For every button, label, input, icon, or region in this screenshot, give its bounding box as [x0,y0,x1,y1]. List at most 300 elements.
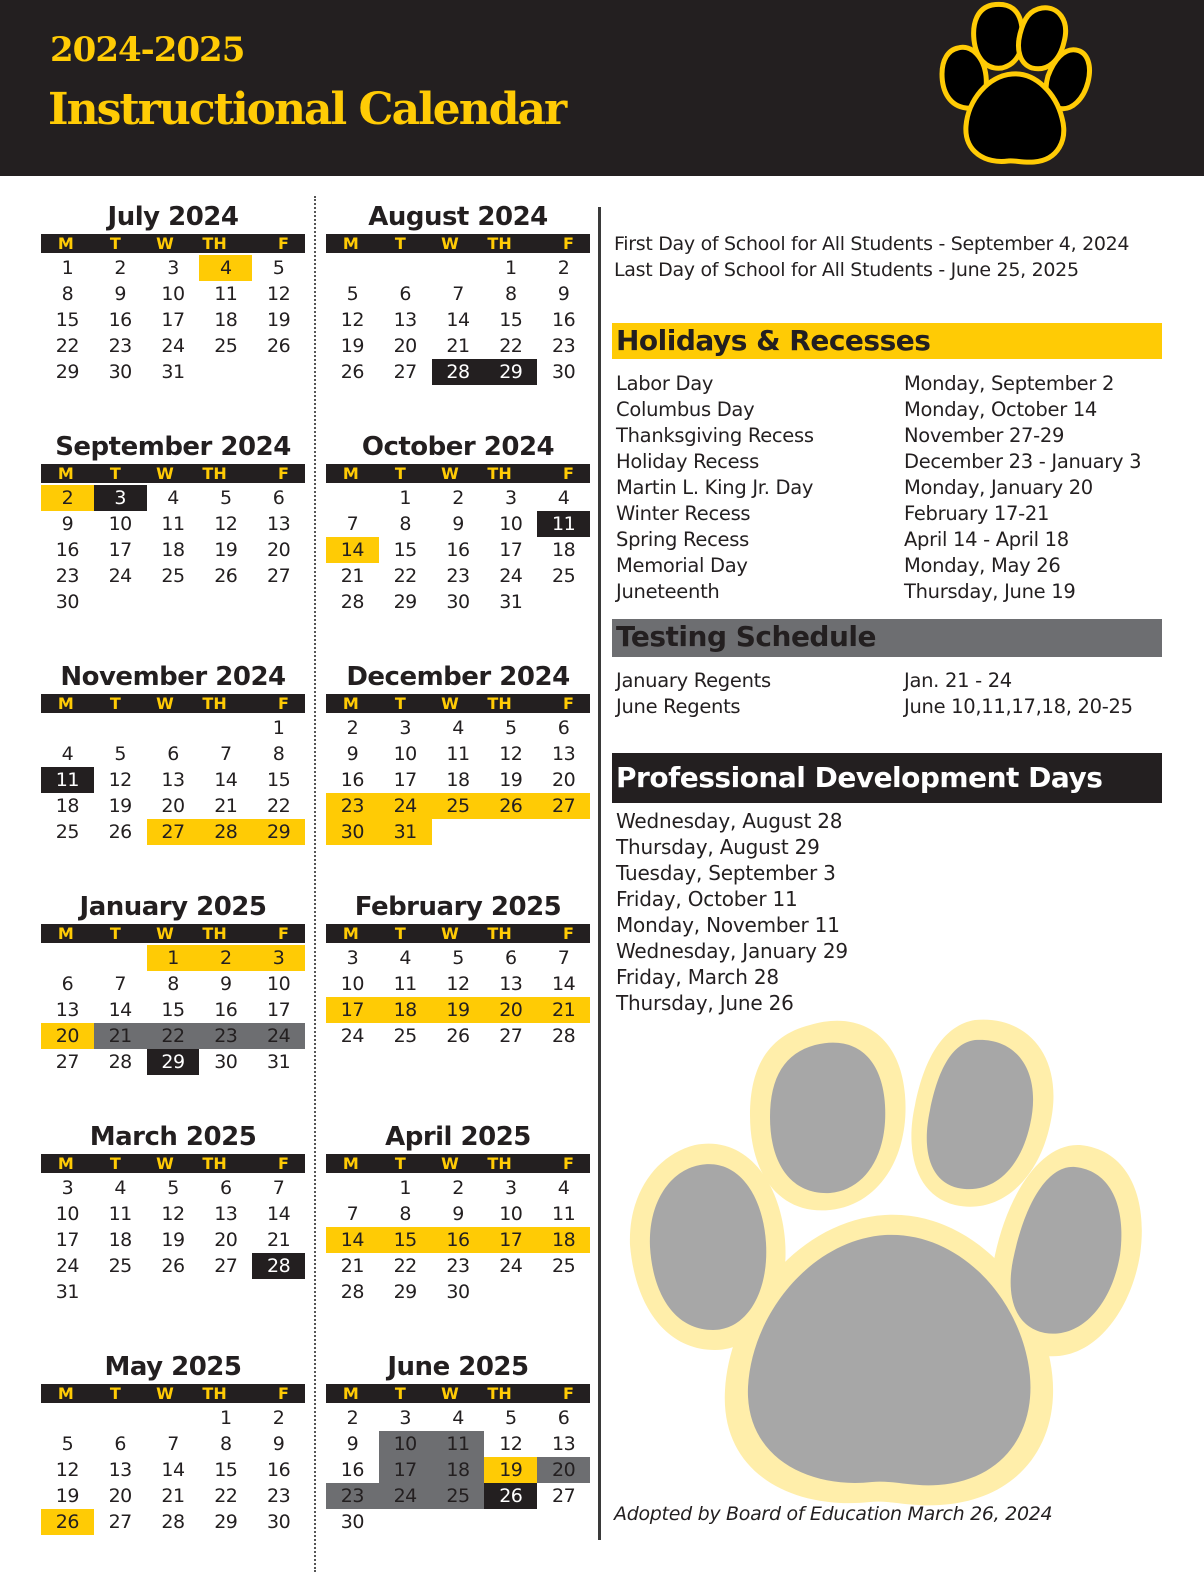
calendar-day: 19 [161,1229,185,1251]
calendar-day: 12 [161,1203,185,1225]
empty-day [147,1405,200,1431]
calendar-day: 17 [393,769,417,791]
month-june-2025 [326,1350,590,1535]
calendar-day: 4 [452,1407,464,1429]
calendar-day: 9 [114,283,126,305]
day-grid [326,1405,590,1535]
pd-day: Thursday, August 29 [616,835,820,859]
empty-day [41,715,94,741]
calendar-day: 8 [272,743,285,765]
calendar-day: 18 [446,769,470,791]
holiday-date: Thursday, June 19 [904,580,1076,603]
month-august-2024 [326,200,590,385]
calendar-day: 9 [557,283,570,305]
dow-label: T [109,694,121,713]
calendar-day: 21 [214,795,238,817]
testing-row [616,668,1133,694]
holiday-name: Labor Day [616,372,714,395]
calendar-day: 19 [55,1485,79,1507]
testing-heading: Testing Schedule [612,619,1162,657]
calendar-day: 28 [551,1025,576,1047]
paw-watermark-icon [620,1005,1150,1510]
calendar-day: 21 [266,1229,291,1251]
day-grid [326,1175,590,1305]
calendar-day: 2 [114,257,126,279]
dow-label: W [441,694,459,713]
dow-label: W [156,1154,174,1173]
test-name: June Regents [616,695,741,718]
calendar-day: 25 [432,1483,485,1509]
calendar-day: 17 [161,309,185,331]
calendar-day: 10 [499,1203,523,1225]
calendar-day: 8 [61,283,74,305]
calendar-day: 2 [199,945,252,971]
calendar-day: 29 [147,1049,200,1075]
weekday-header [41,1384,305,1403]
dow-label: TH [202,234,227,253]
month-october-2024 [326,430,590,615]
calendar-day: 7 [114,973,126,995]
holiday-date: Monday, October 14 [904,398,1098,421]
calendar-day: 4 [114,1177,126,1199]
calendar-day: 6 [61,973,74,995]
calendar-day: 23 [446,565,470,587]
dow-label: T [109,464,121,483]
calendar-day: 30 [446,591,470,613]
calendar-day: 28 [340,1281,364,1303]
empty-day [199,715,252,741]
calendar-day: 23 [326,1483,379,1509]
month-november-2024 [41,660,305,845]
calendar-day: 14 [108,999,132,1021]
calendar-day: 13 [551,743,576,765]
calendar-day: 15 [214,1459,238,1481]
dow-label: M [342,1384,359,1403]
dow-label: W [156,1384,174,1403]
empty-day [41,945,94,971]
calendar-day: 18 [379,997,432,1023]
calendar-day: 29 [252,819,305,845]
calendar-day: 18 [108,1229,132,1251]
calendar-day: 4 [199,255,252,281]
dow-label: TH [202,464,227,483]
calendar-day: 11 [214,283,238,305]
test-date: Jan. 21 - 24 [904,669,1012,692]
dow-label: F [278,1384,289,1403]
calendar-day: 25 [55,821,79,843]
calendar-day: 26 [214,565,238,587]
calendar-day: 6 [557,717,570,739]
calendar-day: 10 [161,283,185,305]
calendar-day: 5 [504,717,517,739]
calendar-day: 10 [379,1431,432,1457]
dow-label: TH [202,1154,227,1173]
calendar-day: 5 [452,947,464,969]
dow-label: M [57,464,74,483]
calendar-day: 5 [346,283,359,305]
calendar-day: 29 [393,591,417,613]
weekday-header [326,234,590,253]
calendar-day: 9 [61,513,74,535]
day-grid [326,255,590,385]
calendar-day: 10 [55,1203,79,1225]
calendar-day: 22 [214,1485,238,1507]
empty-day [432,255,485,281]
dow-label: M [342,924,359,943]
day-grid [41,1175,305,1305]
pd-day: Tuesday, September 3 [616,861,836,885]
day-grid [41,715,305,845]
calendar-day: 4 [61,743,74,765]
calendar-day: 26 [340,361,364,383]
calendar-day: 18 [537,1227,590,1253]
day-grid [41,945,305,1075]
dow-label: T [394,464,406,483]
dow-label: T [394,924,406,943]
calendar-day: 3 [61,1177,74,1199]
adopted-note: Adopted by Board of Education March 26, 2024 [614,1503,1053,1525]
calendar-day: 6 [272,487,285,509]
month-title: December 2024 [346,662,570,692]
dow-label: M [57,694,74,713]
calendar-day: 24 [499,565,523,587]
holidays-table [616,371,1141,605]
calendar-day: 24 [108,565,132,587]
calendar-day: 7 [167,1433,179,1455]
pd-day: Thursday, June 26 [616,991,794,1015]
calendar-day: 18 [161,539,185,561]
empty-day [326,255,379,281]
calendar-day: 17 [379,1457,432,1483]
calendar-day: 5 [272,257,285,279]
dow-label: TH [487,464,512,483]
dow-label: F [278,234,289,253]
calendar-day: 11 [537,511,590,537]
calendar-day: 5 [167,1177,179,1199]
holiday-name: Columbus Day [616,398,755,421]
dow-label: F [563,924,574,943]
calendar-day: 29 [484,359,537,385]
calendar-day: 21 [446,335,470,357]
calendar-day: 17 [499,539,523,561]
calendar-day: 22 [266,795,291,817]
dow-label: W [156,464,174,483]
month-title: January 2025 [79,892,267,922]
calendar-day: 9 [219,973,232,995]
calendar-day: 5 [114,743,126,765]
calendar-day: 14 [326,537,379,563]
dow-label: F [278,1154,289,1173]
dow-label: F [278,924,289,943]
empty-day [326,1175,379,1201]
day-grid [41,1405,305,1535]
empty-day [94,715,147,741]
calendar-day: 30 [108,361,132,383]
calendar-day: 31 [499,591,523,613]
dow-label: F [563,234,574,253]
weekday-header [41,234,305,253]
calendar-day: 17 [108,539,132,561]
column-divider-solid [598,207,601,1540]
dow-label: M [57,1384,74,1403]
calendar-day: 13 [266,513,291,535]
calendar-day: 22 [499,335,523,357]
calendar-day: 2 [452,487,464,509]
column-divider-dotted [314,196,316,1572]
month-december-2024 [326,660,590,845]
calendar-day: 4 [167,487,179,509]
calendar-day: 13 [161,769,185,791]
calendar-day: 30 [340,1511,364,1533]
calendar-day: 28 [340,591,364,613]
month-september-2024 [41,430,305,615]
holiday-date: Monday, May 26 [904,554,1061,577]
dow-label: M [57,234,74,253]
test-name: January Regents [616,669,771,692]
empty-day [94,945,147,971]
calendar-day: 12 [214,513,238,535]
calendar-day: 22 [393,565,417,587]
calendar-day: 27 [537,793,590,819]
calendar-day: 31 [55,1281,79,1303]
calendar-day: 16 [340,1459,364,1481]
calendar-day: 26 [484,793,537,819]
calendar-day: 6 [557,1407,570,1429]
dow-label: TH [202,924,227,943]
calendar-day: 20 [161,795,185,817]
weekday-header [41,464,305,483]
weekday-header [41,1154,305,1173]
calendar-day: 18 [55,795,79,817]
calendar-day: 19 [108,795,132,817]
holiday-name: Juneteenth [616,580,720,603]
calendar-day: 6 [504,947,517,969]
calendar-day: 16 [55,539,79,561]
calendar-day: 25 [393,1025,417,1047]
calendar-day: 3 [399,1407,411,1429]
dow-label: TH [487,924,512,943]
calendar-day: 25 [432,793,485,819]
calendar-day: 10 [266,973,291,995]
calendar-day: 15 [393,539,417,561]
month-title: June 2025 [387,1352,529,1382]
calendar-day: 14 [214,769,238,791]
holiday-row [616,501,1141,527]
empty-day [326,485,379,511]
dow-label: TH [202,1384,227,1403]
calendar-day: 10 [340,973,364,995]
month-title: May 2025 [104,1352,242,1382]
calendar-day: 15 [161,999,185,1021]
month-may-2025 [41,1350,305,1535]
calendar-day: 12 [108,769,132,791]
calendar-day: 15 [55,309,79,331]
calendar-day: 20 [41,1023,94,1049]
calendar-day: 20 [214,1229,238,1251]
calendar-day: 28 [252,1253,305,1279]
month-title: July 2024 [107,202,239,232]
calendar-day: 27 [499,1025,523,1047]
pd-day: Friday, March 28 [616,965,779,989]
empty-day [41,1405,94,1431]
calendar-day: 19 [432,997,485,1023]
calendar-day: 9 [272,1433,285,1455]
calendar-day: 9 [346,1433,359,1455]
calendar-day: 24 [161,335,185,357]
calendar-day: 30 [326,819,379,845]
dow-label: W [156,694,174,713]
holiday-date: December 23 - January 3 [904,450,1142,473]
weekday-header [326,924,590,943]
calendar-day: 20 [393,335,417,357]
calendar-day: 30 [446,1281,470,1303]
holiday-name: Spring Recess [616,528,749,551]
calendar-day: 11 [108,1203,132,1225]
calendar-day: 12 [55,1459,79,1481]
calendar-day: 2 [272,1407,285,1429]
month-title: September 2024 [55,432,291,462]
calendar-day: 6 [114,1433,126,1455]
calendar-day: 16 [340,769,364,791]
dow-label: M [342,464,359,483]
calendar-day: 8 [167,973,179,995]
calendar-day: 4 [399,947,411,969]
calendar-day: 1 [272,717,285,739]
dow-label: T [109,234,121,253]
calendar-day: 13 [214,1203,238,1225]
holiday-row [616,475,1141,501]
dow-label: T [109,1384,121,1403]
dow-label: W [441,1384,459,1403]
calendar-day: 1 [399,487,411,509]
holiday-row [616,397,1141,423]
calendar-day: 11 [41,767,94,793]
calendar-day: 17 [55,1229,79,1251]
holiday-name: Thanksgiving Recess [616,424,814,447]
dow-label: W [441,234,459,253]
calendar-day: 22 [55,335,79,357]
calendar-day: 7 [346,513,359,535]
dow-label: F [563,694,574,713]
calendar-day: 23 [55,565,79,587]
calendar-day: 14 [266,1203,291,1225]
dow-label: M [342,694,359,713]
calendar-day: 24 [499,1255,523,1277]
calendar-day: 10 [108,513,132,535]
empty-day [94,1405,147,1431]
calendar-day: 13 [55,999,79,1021]
calendar-day: 21 [340,565,364,587]
dow-label: T [394,694,406,713]
calendar-day: 6 [219,1177,232,1199]
calendar-day: 5 [219,487,232,509]
calendar-day: 2 [346,1407,359,1429]
calendar-day: 27 [266,565,291,587]
calendar-day: 20 [537,1457,590,1483]
calendar-day: 3 [504,1177,517,1199]
calendar-day: 14 [326,1227,379,1253]
calendar-day: 19 [214,539,238,561]
dow-label: W [156,234,174,253]
calendar-day: 19 [340,335,364,357]
calendar-day: 14 [551,973,576,995]
calendar-day: 26 [108,821,132,843]
empty-day [379,255,432,281]
dow-label: F [563,1384,574,1403]
dow-label: M [57,924,74,943]
calendar-day: 14 [161,1459,185,1481]
calendar-day: 11 [161,513,185,535]
dow-label: T [394,1154,406,1173]
calendar-day: 27 [551,1485,576,1507]
calendar-day: 6 [399,283,411,305]
calendar-day: 28 [161,1511,185,1533]
calendar-day: 3 [252,945,305,971]
calendar-day: 18 [432,1457,485,1483]
dow-label: TH [202,694,227,713]
calendar-day: 13 [393,309,417,331]
month-title: October 2024 [361,432,555,462]
calendar-day: 31 [379,819,432,845]
calendar-day: 1 [219,1407,232,1429]
calendar-day: 26 [446,1025,470,1047]
holiday-row [616,579,1141,605]
last-day-note: Last Day of School for All Students - June 25, 2025 [614,259,1079,281]
calendar-day: 17 [326,997,379,1023]
calendar-day: 27 [393,361,417,383]
calendar-day: 7 [272,1177,285,1199]
calendar-day: 2 [452,1177,464,1199]
calendar-day: 16 [446,539,470,561]
calendar-day: 7 [219,743,232,765]
weekday-header [41,694,305,713]
month-april-2025 [326,1120,590,1305]
calendar-day: 18 [551,539,576,561]
dow-label: TH [487,1384,512,1403]
holiday-date: Monday, September 2 [904,372,1115,395]
dow-label: M [342,234,359,253]
calendar-day: 30 [551,361,576,383]
calendar-day: 22 [147,1023,200,1049]
weekday-header [326,1154,590,1173]
dow-label: TH [487,694,512,713]
dow-label: W [441,464,459,483]
calendar-day: 19 [484,1457,537,1483]
calendar-day: 27 [108,1511,132,1533]
pd-day: Wednesday, January 29 [616,939,848,963]
holiday-name: Memorial Day [616,554,748,577]
calendar-day: 7 [452,283,464,305]
calendar-day: 23 [551,335,576,357]
month-title: March 2025 [89,1122,257,1152]
calendar-day: 16 [551,309,576,331]
month-january-2025 [41,890,305,1075]
month-title: August 2024 [368,202,548,232]
calendar-day: 17 [266,999,291,1021]
calendar-day: 19 [499,769,523,791]
calendar-day: 28 [108,1051,132,1073]
calendar-day: 11 [393,973,417,995]
calendar-day: 12 [446,973,470,995]
holiday-date: Monday, January 20 [904,476,1093,499]
calendar-day: 29 [55,361,79,383]
month-title: April 2025 [385,1122,531,1152]
dow-label: W [156,924,174,943]
calendar-day: 8 [399,513,411,535]
calendar-day: 13 [551,1433,576,1455]
calendar-day: 13 [108,1459,132,1481]
calendar-day: 2 [557,257,570,279]
